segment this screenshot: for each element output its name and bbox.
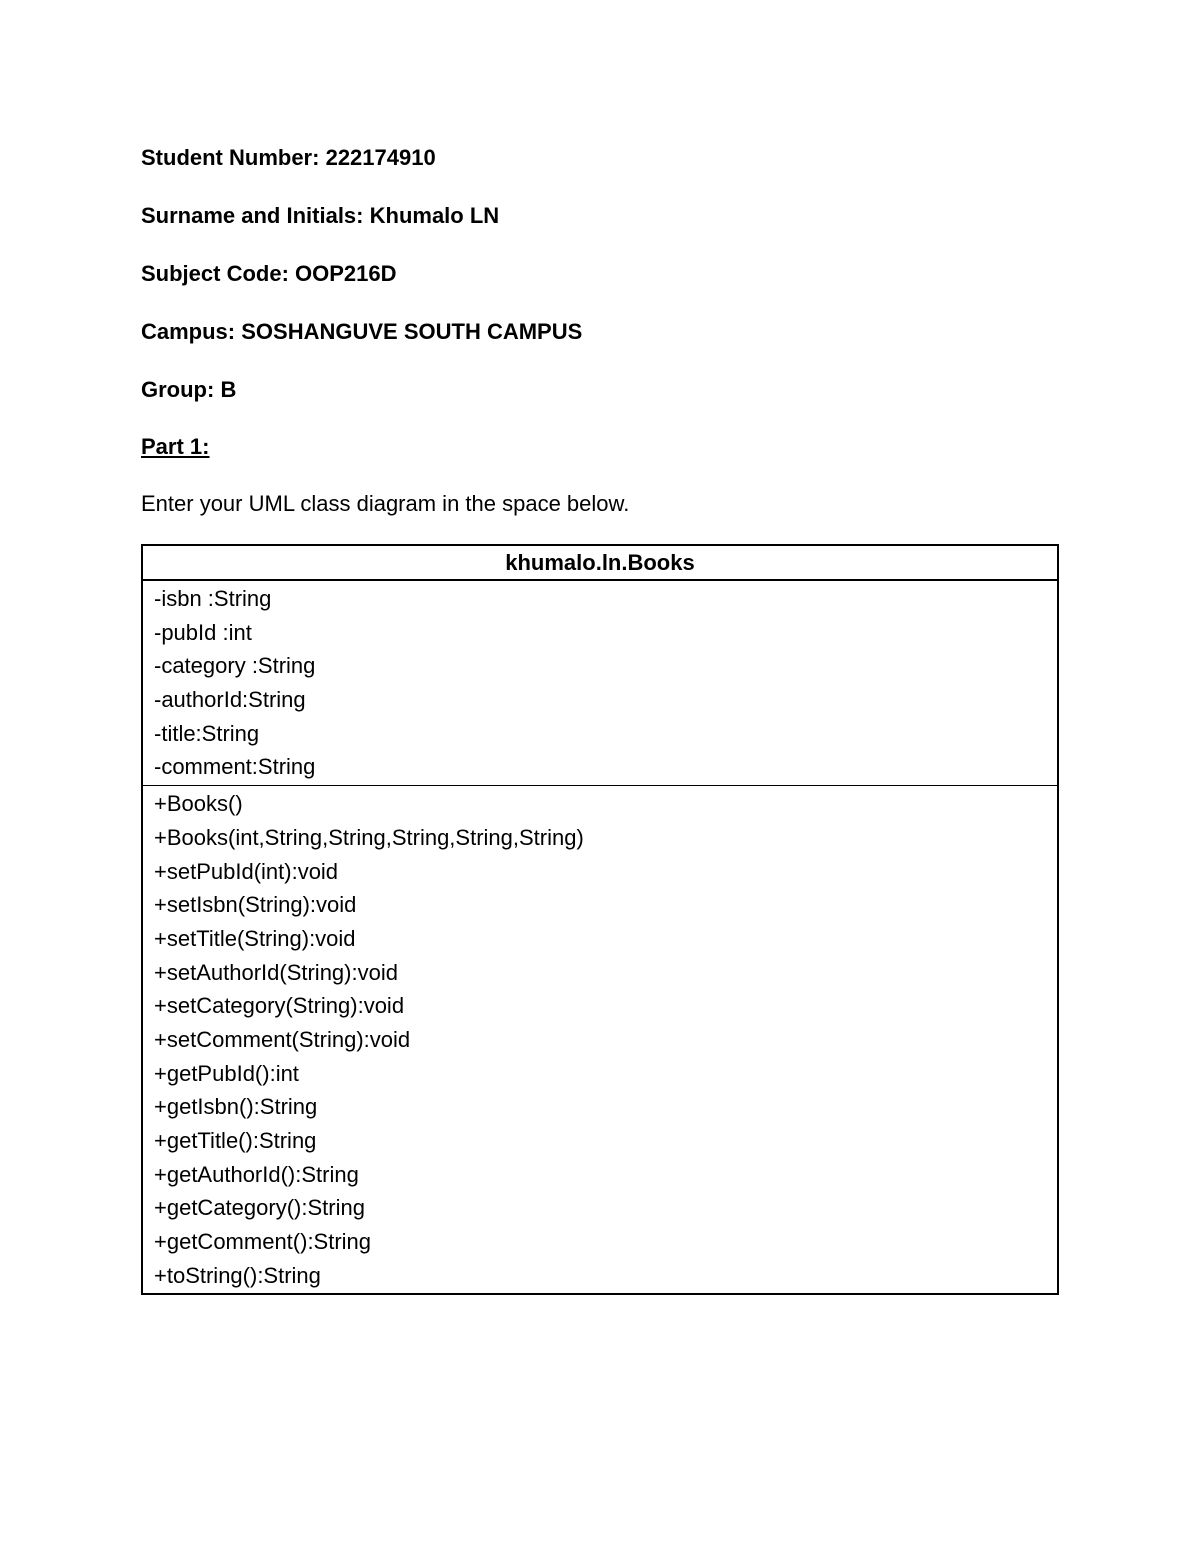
uml-method: +setPubId(int):void xyxy=(154,858,339,884)
group-label: Group: xyxy=(141,377,215,402)
uml-class-name: khumalo.ln.Books xyxy=(143,546,1057,581)
uml-method: +Books() xyxy=(154,791,243,817)
uml-attributes-section xyxy=(143,581,1057,786)
uml-method: +getAuthorId():String xyxy=(154,1161,359,1187)
uml-attribute: -comment:String xyxy=(154,754,316,780)
uml-method: +toString():String xyxy=(154,1262,321,1288)
uml-attribute: -authorId:String xyxy=(154,687,306,713)
uml-attribute: -category :String xyxy=(154,653,316,679)
part-heading: Part 1: xyxy=(141,434,210,459)
campus-label: Campus: xyxy=(141,319,236,344)
subject-code-label: Subject Code: xyxy=(141,261,289,286)
uml-methods-section xyxy=(143,786,1057,1293)
uml-method: +getTitle():String xyxy=(154,1128,317,1153)
uml-method: +setTitle(String):void xyxy=(154,925,356,951)
uml-method: +setIsbn(String):void xyxy=(154,892,357,918)
surname-initials-value: Khumalo LN xyxy=(369,203,500,228)
uml-method: +getPubId():int xyxy=(154,1060,299,1086)
uml-attribute: -isbn :String xyxy=(154,586,272,611)
uml-method: +setComment(String):void xyxy=(154,1026,411,1052)
campus-line xyxy=(141,318,582,346)
uml-attribute: -pubId :int xyxy=(154,619,252,645)
uml-class-diagram xyxy=(141,544,1059,1295)
uml-method: +setCategory(String):void xyxy=(154,993,405,1019)
uml-method: +getComment():String xyxy=(154,1229,372,1255)
student-number-line xyxy=(141,144,436,172)
instruction-text: Enter your UML class diagram in the space below. xyxy=(141,491,630,516)
uml-method: +getCategory():String xyxy=(154,1195,365,1221)
uml-method: +Books(int,String,String,String,String,String) xyxy=(154,824,584,850)
campus-value: SOSHANGUVE SOUTH CAMPUS xyxy=(241,319,583,344)
uml-attribute: -title:String xyxy=(154,720,260,746)
uml-method: +setAuthorId(String):void xyxy=(154,959,398,985)
subject-code-line xyxy=(141,260,397,288)
surname-initials-line xyxy=(141,202,499,230)
surname-initials-label: Surname and Initials: xyxy=(141,203,364,228)
uml-method: +getIsbn():String xyxy=(154,1094,318,1120)
student-number-value: 222174910 xyxy=(325,145,436,170)
subject-code-value: OOP216D xyxy=(295,261,397,286)
student-number-label: Student Number: xyxy=(141,145,320,170)
group-line xyxy=(141,376,236,404)
group-value: B xyxy=(220,377,237,402)
